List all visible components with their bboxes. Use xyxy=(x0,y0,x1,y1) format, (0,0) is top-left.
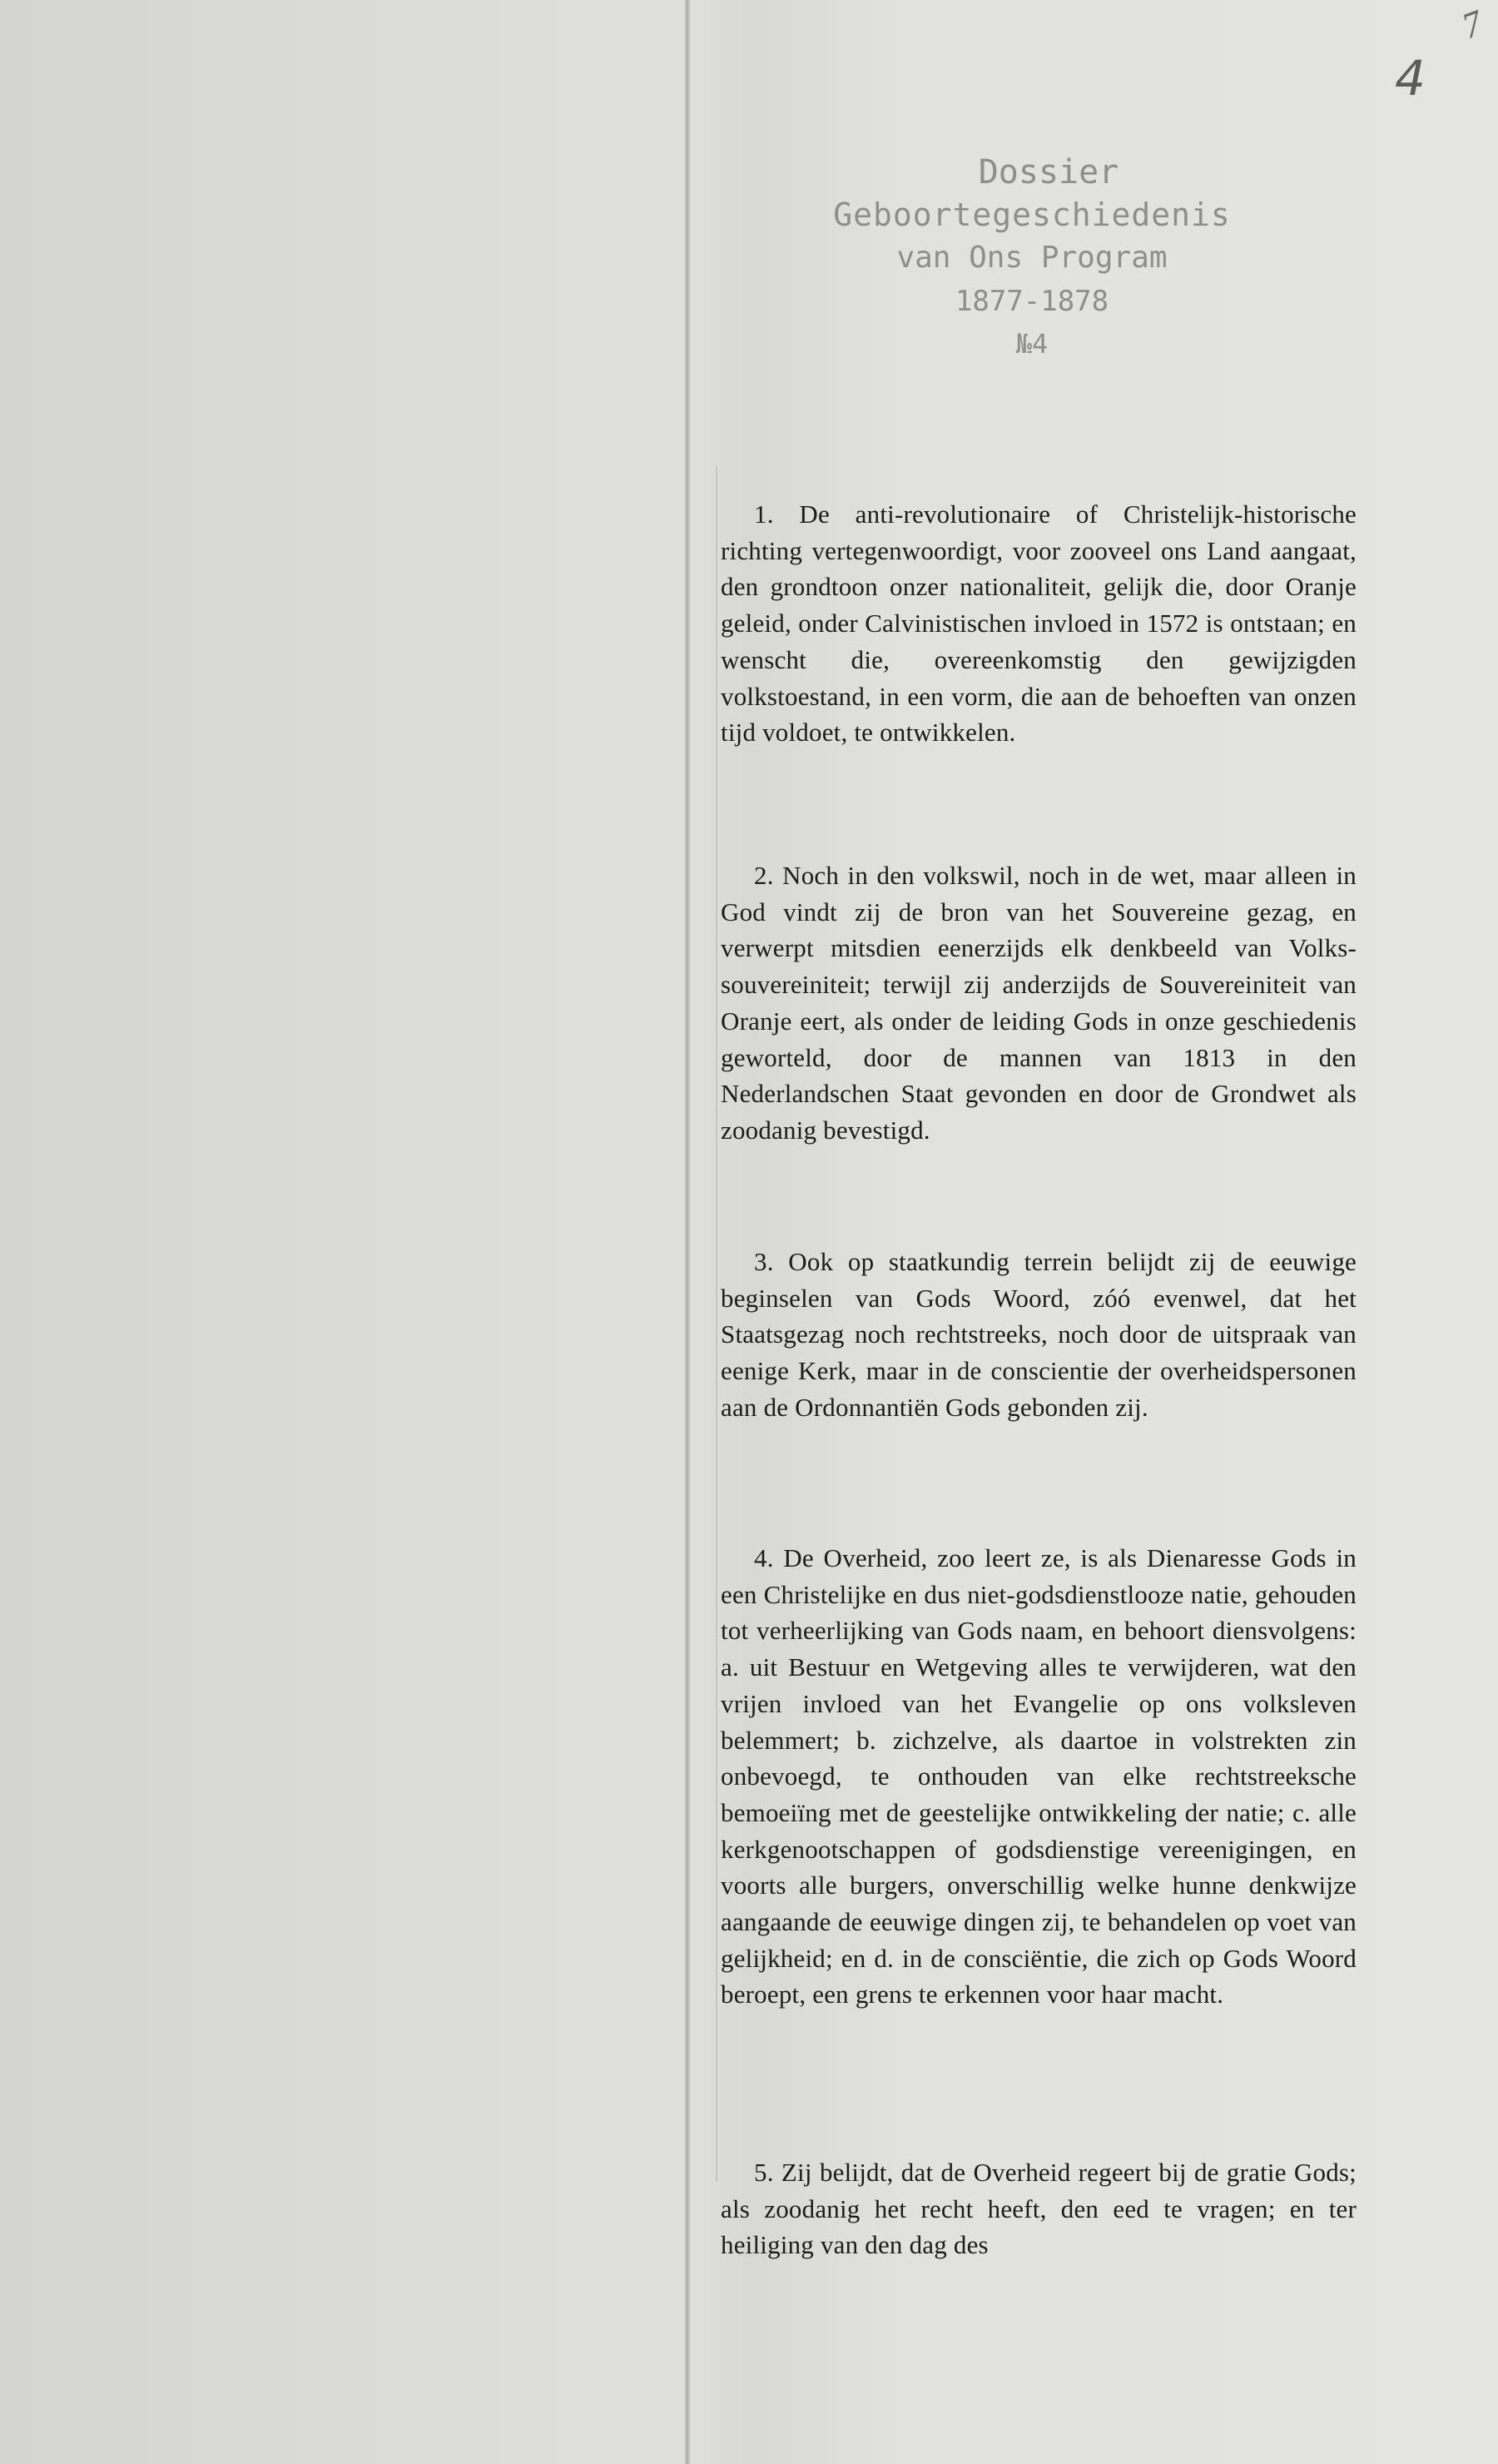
stamp-line-1: Dossier xyxy=(978,153,1119,191)
article-4-text: 4. De Overheid, zoo leert ze, is als Dienaresse Gods in een Christelijke en dus niet-godsdienstlooze natie, gehouden tot verheerlijking van Gods naam, en behoort diensvolgens: a. uit Bestuur en Wetgeving alles te verwijderen, wat den vrijen invloed van het Evangelie op ons volksleven belemmert; b. zichzelve, als daartoe in volstrekten zin onbevoegd, te onthouden van elke rechtstreeksche bemoeiïng met de geestelijke ontwikkeling der natie; c. alle kerkgenootschappen of godsdienstige vereenigingen, en voorts alle burgers, onverschillig welke hunne denkwijze aangaande de eeuwige dingen zij, te behandelen op voet van gelijkheid; en d. in de consciëntie, die zich op Gods Woord beroept, een grens te erkennen voor haar macht. xyxy=(721,1543,1357,2009)
article-3 xyxy=(721,1244,1357,1426)
archive-stamp xyxy=(782,152,1282,365)
article-2-text: 2. Noch in den volkswil, noch in de wet, maar alleen in God vindt zij de bron van het Souvereine gezag, en verwerpt mitsdien eenerzijds elk denkbeeld van Volks-souvereiniteit; terwijl zij anderzijds de Souvereiniteit van Oranje eert, als onder de leiding Gods in onze geschiedenis geworteld, door de mannen van 1813 in den Nederlandschen Staat gevonden en door de Grondwet als zoodanig bevestigd. xyxy=(721,861,1357,1145)
corner-mark: 7 xyxy=(1456,2,1488,47)
page-fold xyxy=(684,0,691,2464)
handwritten-page-number: 4 xyxy=(1395,50,1426,107)
margin-line xyxy=(716,466,717,2181)
stamp-line-5: №4 xyxy=(1015,328,1049,360)
article-3-text: 3. Ook op staatkundig terrein belijdt zij de eeuwige beginselen van Gods Woord, zóó evenwel, dat het Staatsgezag noch rechtstreeks, noch door de uitspraak van eenige Kerk, maar in de conscientie der overheidspersonen aan de Ordonnantiën Gods gebonden zij. xyxy=(721,1247,1357,1422)
article-1-text: 1. De anti-revolutionaire of Christelijk-historische richting vertegenwoordigt, voor zooveel ons Land aangaat, den grondtoon onzer nationaliteit, gelijk die, door Oranje geleid, onder Calvinistischen invloed in 1572 is ontstaan; en wenscht die, overeenkomstig den gewijzigden volkstoestand, in een vorm, die aan de behoeften van onzen tijd voldoet, te ontwikkelen. xyxy=(721,499,1357,748)
article-2 xyxy=(721,857,1357,1149)
article-1 xyxy=(721,496,1357,751)
article-5-text: 5. Zij belijdt, dat de Overheid regeert bij de gratie Gods; als zoodanig het recht heeft, den eed te vragen; en ter heiliging van den dag des xyxy=(721,2158,1357,2260)
article-5 xyxy=(721,2154,1357,2263)
stamp-line-3: van Ons Program xyxy=(896,241,1168,275)
stamp-line-4: 1877-1878 xyxy=(955,285,1109,318)
stamp-line-2: Geboortegeschiedenis xyxy=(833,196,1231,233)
article-4 xyxy=(721,1540,1357,2013)
